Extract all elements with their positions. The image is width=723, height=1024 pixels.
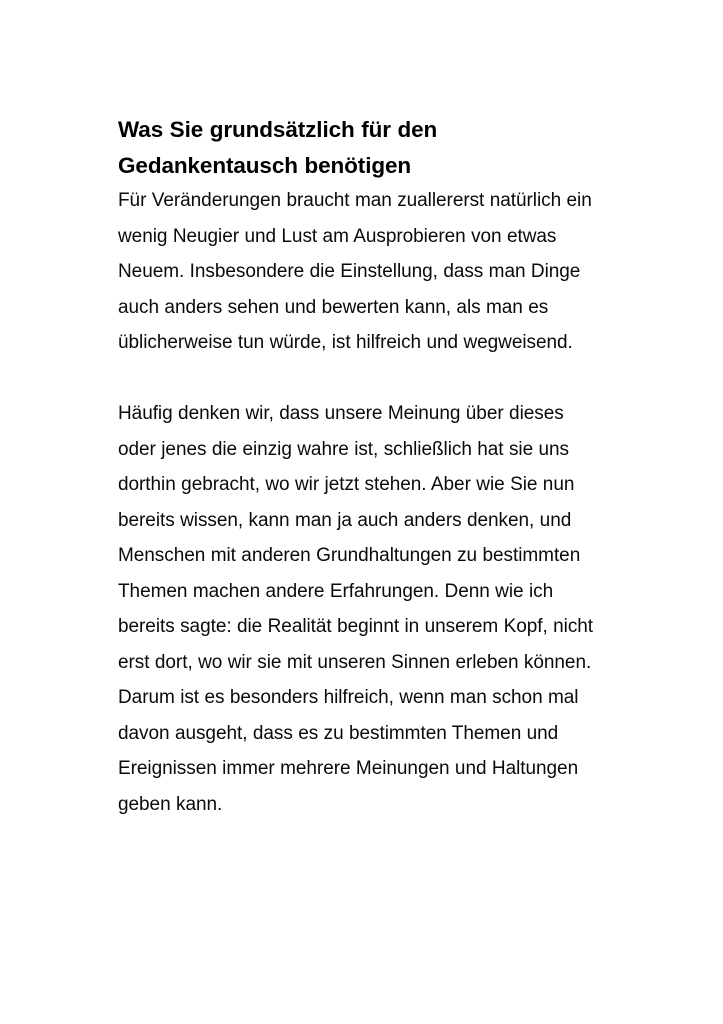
document-paragraph-1: Für Veränderungen braucht man zuallererst natürlich ein wenig Neugier und Lust am Ausprobieren von etwas Neuem. Insbesondere die Einstellung, dass man Dinge auch anders sehen und bewerten kann, als man es üblicherweise tun würde, ist hilfreich und wegweisend.	[118, 190, 592, 353]
document-text-block	[118, 112, 604, 822]
document-heading: Was Sie grundsätzlich für den Gedankentausch benötigen	[118, 117, 438, 178]
document-paragraph-2: Häufig denken wir, dass unsere Meinung über dieses oder jenes die einzig wahre ist, schließlich hat sie uns dorthin gebracht, wo wir jetzt stehen. Aber wie Sie nun bereits wissen, kann man ja auch anders denken, und Menschen mit anderen Grundhaltungen zu bestimmten Themen machen andere Erfahrungen. Denn wie ich bereits sagte: die Realität beginnt in unserem Kopf, nicht erst dort, wo wir sie mit unseren Sinnen erleben können. Darum ist es besonders hilfreich, wenn man schon mal davon ausgeht, dass es zu bestimmten Themen und Ereignissen immer mehrere Meinungen und Haltungen geben kann.	[118, 403, 594, 815]
